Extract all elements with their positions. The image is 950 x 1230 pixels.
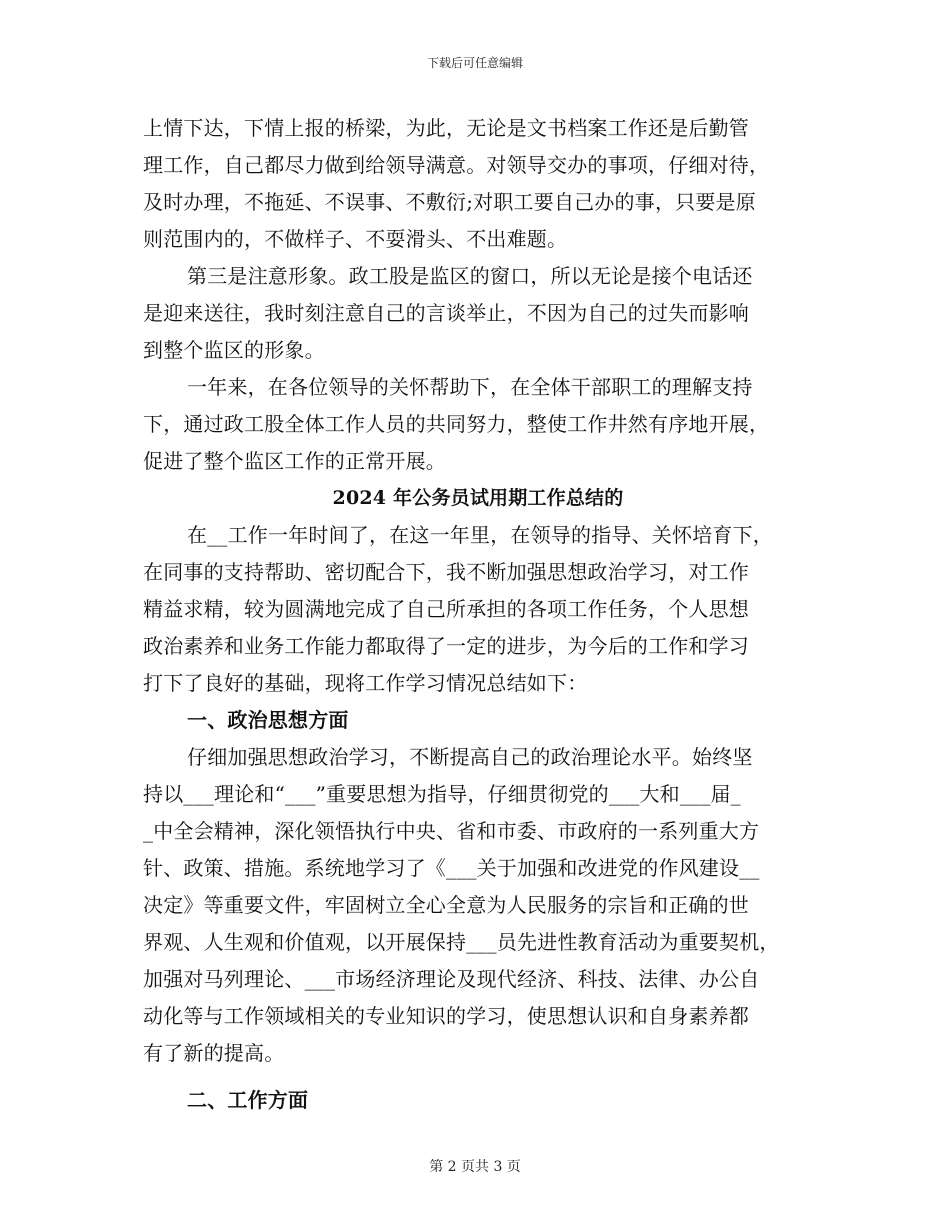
text-line: 是迎来送往，我时刻注意自己的言谈举止，不因为自己的过失而影响 bbox=[143, 301, 749, 325]
spacer bbox=[143, 1072, 813, 1082]
text-line: 促进了整个监区工作的正常开展。 bbox=[143, 449, 446, 473]
section-title: 2024 年公务员试用期工作总结的 bbox=[332, 487, 624, 509]
paragraph-2 bbox=[143, 258, 813, 369]
text-line: 则范围内的，不做样子、不耍滑头、不出难题。 bbox=[143, 227, 568, 251]
document-body bbox=[143, 110, 813, 1119]
text-line: 第三是注意形象。政工股是监区的窗口，所以无论是接个电话还 bbox=[187, 264, 753, 288]
text-line: 上情下达，下情上报的桥梁，为此，无论是文书档案工作还是后勤管 bbox=[143, 116, 749, 140]
paragraph-4 bbox=[143, 517, 813, 702]
text-line: 政治素养和业务工作能力都取得了一定的进步，为今后的工作和学习 bbox=[143, 634, 749, 658]
text-line: 仔细加强思想政治学习，不断提高自己的政治理论水平。始终坚 bbox=[187, 745, 753, 769]
text-line: 持以___理论和“___”重要思想为指导，仔细贯彻党的___大和___届_ bbox=[143, 782, 741, 806]
text-line: 动化等与工作领域相关的专业知识的学习，使思想认识和自身素养都 bbox=[143, 1004, 749, 1028]
heading-politics: 一、政治思想方面 bbox=[187, 708, 349, 732]
text-line: 下，通过政工股全体工作人员的共同努力，整使工作井然有序地开展， bbox=[143, 412, 770, 436]
paragraph-1 bbox=[143, 110, 813, 258]
page-header: 下载后可任意编辑 bbox=[426, 56, 523, 70]
text-line: 打下了良好的基础，现将工作学习情况总结如下： bbox=[143, 671, 588, 695]
text-line: _中全会精神，深化领悟执行中央、省和市委、市政府的一系列重大方 bbox=[143, 819, 760, 843]
text-line: 在__工作一年时间了，在这一年里，在领导的指导、关怀培育下， bbox=[187, 523, 773, 547]
text-line: 到整个监区的形象。 bbox=[143, 338, 325, 362]
text-line: 针、政策、措施。系统地学习了《___关于加强和改进党的作风建设__ bbox=[143, 856, 760, 880]
text-line: 有了新的提高。 bbox=[143, 1041, 285, 1065]
paragraph-3 bbox=[143, 369, 813, 480]
text-line: 理工作，自己都尽力做到给领导满意。对领导交办的事项，仔细对待， bbox=[143, 153, 770, 177]
text-line: 及时办理，不拖延、不误事、不敷衍;对职工要自己办的事，只要是原 bbox=[143, 190, 756, 214]
text-line: 决定》等重要文件，牢固树立全心全意为人民服务的宗旨和正确的世 bbox=[143, 893, 749, 917]
text-line: 精益求精，较为圆满地完成了自己所承担的各项工作任务，个人思想 bbox=[143, 597, 749, 621]
heading-work: 二、工作方面 bbox=[187, 1088, 309, 1112]
page-footer: 第 2 页共 3 页 bbox=[429, 1159, 521, 1175]
text-line: 在同事的支持帮助、密切配合下，我不断加强思想政治学习，对工作 bbox=[143, 560, 749, 584]
text-line: 加强对马列理论、___市场经济理论及现代经济、科技、法律、办公自 bbox=[143, 967, 760, 991]
paragraph-5 bbox=[143, 739, 813, 1072]
text-line: 界观、人生观和价值观，以开展保持___员先进性教育活动为重要契机， bbox=[143, 930, 780, 954]
text-line: 一年来，在各位领导的关怀帮助下，在全体干部职工的理解支持 bbox=[187, 375, 753, 399]
